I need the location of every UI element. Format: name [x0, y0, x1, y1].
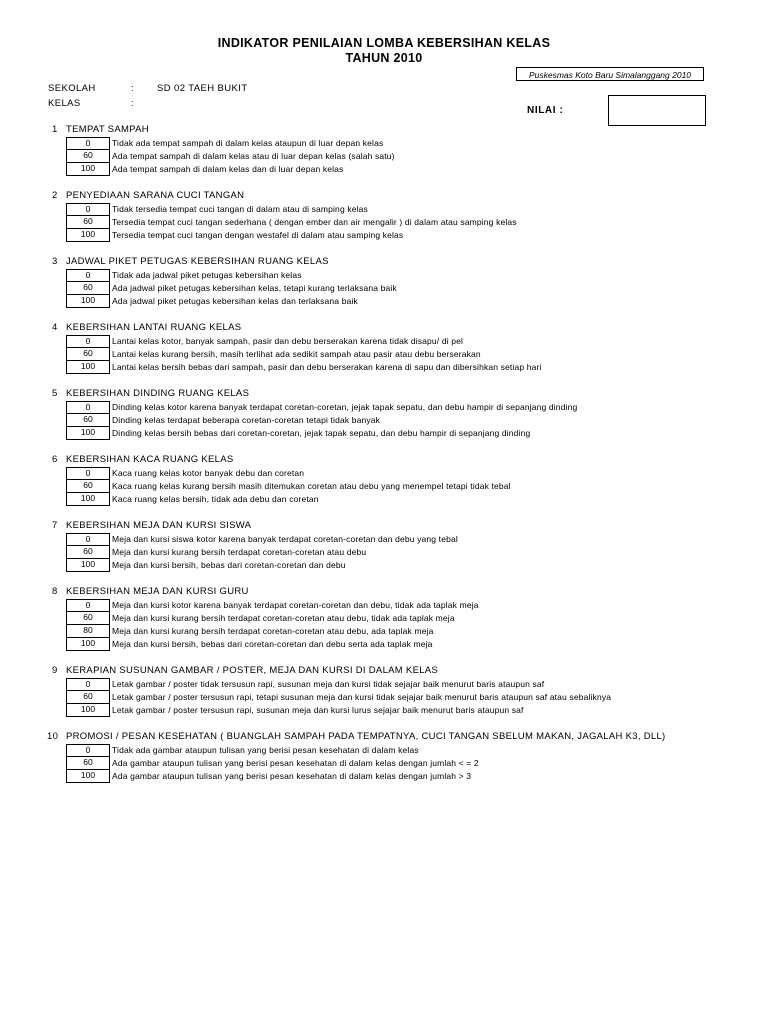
criteria-row: [66, 546, 746, 559]
section-heading: [47, 731, 666, 742]
score-cell: 0: [66, 269, 110, 282]
criteria-row: [66, 348, 746, 361]
criteria-row: [66, 427, 746, 440]
score-cell: 0: [66, 533, 110, 546]
criteria-row: [66, 137, 746, 150]
criteria-row: [66, 229, 746, 242]
score-cell: 0: [66, 467, 110, 480]
section-number: 10: [47, 731, 59, 742]
criteria-description: Meja dan kursi kurang bersih terdapat coretan-coretan atau debu: [112, 547, 367, 557]
section-heading: [52, 190, 244, 201]
score-cell: 60: [66, 348, 110, 361]
score-cell: 60: [66, 216, 110, 229]
criteria-description: Letak gambar / poster tidak tersusun rapi, susunan meja dan kursi tidak sejajar baik menurut baris ataupun saf: [112, 679, 545, 689]
score-cell: 100: [66, 163, 110, 176]
nilai-input-box[interactable]: [608, 95, 706, 126]
organizer-badge: Puskesmas Koto Baru Simalanggang 2010: [516, 67, 704, 81]
score-cell: 60: [66, 757, 110, 770]
score-cell: 100: [66, 295, 110, 308]
score-cell: 100: [66, 559, 110, 572]
section-heading: [52, 454, 234, 465]
section-number: 6: [52, 454, 58, 465]
document-title: INDIKATOR PENILAIAN LOMBA KEBERSIHAN KELAS: [217, 36, 551, 50]
criteria-row: [66, 757, 746, 770]
criteria-description: Ada gambar ataupun tulisan yang berisi pesan kesehatan di dalam kelas dengan jumlah > 3: [112, 771, 472, 781]
kelas-colon: :: [131, 98, 135, 109]
score-cell: 0: [66, 599, 110, 612]
score-cell: 60: [66, 546, 110, 559]
criteria-row: [66, 612, 746, 625]
section-number: 2: [52, 190, 58, 201]
score-cell: 60: [66, 612, 110, 625]
section-title: TEMPAT SAMPAH: [66, 124, 149, 135]
criteria-description: Dinding kelas bersih bebas dari coretan-coretan, jejak tapak sepatu, dan debu hampir di sepanjang dinding: [112, 428, 531, 438]
criteria-description: Lantai kelas kurang bersih, masih terlihat ada sedikit sampah atau pasir atau debu berserakan: [112, 349, 481, 359]
score-cell: 60: [66, 282, 110, 295]
section-title: KEBERSIHAN MEJA DAN KURSI SISWA: [66, 520, 252, 531]
criteria-description: Kaca ruang kelas kurang bersih masih ditemukan coretan atau debu yang menempel tetapi tidak tebal: [112, 481, 511, 491]
score-cell: 0: [66, 203, 110, 216]
section-heading: [52, 256, 329, 267]
criteria-description: Meja dan kursi bersih, bebas dari coretan-coretan dan debu serta ada taplak meja: [112, 639, 433, 649]
section-title: KEBERSIHAN KACA RUANG KELAS: [66, 454, 234, 465]
criteria-description: Tidak tersedia tempat cuci tangan di dalam atau di samping kelas: [112, 204, 368, 214]
criteria-row: [66, 678, 746, 691]
criteria-description: Dinding kelas terdapat beberapa coretan-coretan tetapi tidak banyak: [112, 415, 381, 425]
score-cell: 60: [66, 414, 110, 427]
criteria-row: [66, 414, 746, 427]
criteria-description: Meja dan kursi kurang bersih terdapat coretan-coretan atau debu, tidak ada taplak meja: [112, 613, 455, 623]
criteria-description: Kaca ruang kelas kotor banyak debu dan coretan: [112, 468, 305, 478]
score-cell: 100: [66, 493, 110, 506]
criteria-description: Lantai kelas kotor, banyak sampah, pasir dan debu berserakan karena tidak disapu/ di pel: [112, 336, 464, 346]
score-cell: 100: [66, 229, 110, 242]
section-heading: [52, 586, 249, 597]
criteria-row: [66, 203, 746, 216]
criteria-description: Kaca ruang kelas bersih, tidak ada debu dan coretan: [112, 494, 319, 504]
section-heading: [52, 322, 241, 333]
sekolah-value: SD 02 TAEH BUKIT: [157, 83, 248, 94]
criteria-description: Tersedia tempat cuci tangan sederhana ( dengan ember dan air mengalir ) di dalam atau samping kelas: [112, 217, 517, 227]
criteria-row: [66, 533, 746, 546]
criteria-row: [66, 282, 746, 295]
section-number: 3: [52, 256, 58, 267]
criteria-description: Letak gambar / poster tersusun rapi, tetapi susunan meja dan kursi tidak sejajar baik menurut baris ataupun saf atau sebaliknya: [112, 692, 612, 702]
criteria-description: Tidak ada gambar ataupun tulisan yang berisi pesan kesehatan di dalam kelas: [112, 745, 419, 755]
kelas-label: KELAS: [48, 98, 81, 109]
criteria-row: [66, 295, 746, 308]
score-cell: 100: [66, 770, 110, 783]
section-number: 7: [52, 520, 58, 531]
section-heading: [52, 520, 251, 531]
criteria-row: [66, 269, 746, 282]
criteria-description: Ada jadwal piket petugas kebersihan kelas, tetapi kurang terlaksana baik: [112, 283, 397, 293]
section-title: KEBERSIHAN MEJA DAN KURSI GURU: [66, 586, 249, 597]
criteria-row: [66, 691, 746, 704]
criteria-description: Lantai kelas bersih bebas dari sampah, pasir dan debu berserakan karena di sapu dan dibersihkan setiap hari: [112, 362, 542, 372]
sekolah-colon: :: [131, 83, 135, 94]
score-cell: 60: [66, 480, 110, 493]
section-title: KERAPIAN SUSUNAN GAMBAR / POSTER, MEJA DAN KURSI DI DALAM KELAS: [66, 665, 439, 676]
criteria-description: Tidak ada jadwal piket petugas kebersihan kelas: [112, 270, 302, 280]
section-title: PENYEDIAAN SARANA CUCI TANGAN: [66, 190, 245, 201]
section-number: 1: [52, 124, 58, 135]
criteria-description: Tidak ada tempat sampah di dalam kelas ataupun di luar depan kelas: [112, 138, 384, 148]
score-cell: 100: [66, 704, 110, 717]
criteria-row: [66, 163, 746, 176]
section-number: 5: [52, 388, 58, 399]
criteria-row: [66, 216, 746, 229]
score-cell: 0: [66, 678, 110, 691]
sekolah-label: SEKOLAH: [48, 83, 96, 94]
criteria-row: [66, 150, 746, 163]
criteria-row: [66, 599, 746, 612]
criteria-description: Letak gambar / poster tersusun rapi, susunan meja dan kursi lurus sejajar baik menurut baris ataupun saf: [112, 705, 524, 715]
criteria-description: Ada tempat sampah di dalam kelas dan di luar depan kelas: [112, 164, 344, 174]
nilai-label: NILAI :: [527, 105, 564, 116]
score-cell: 80: [66, 625, 110, 638]
criteria-description: Ada gambar ataupun tulisan yang berisi pesan kesehatan di dalam kelas dengan jumlah < = 2: [112, 758, 479, 768]
criteria-row: [66, 638, 746, 651]
criteria-description: Ada jadwal piket petugas kebersihan kelas dan terlaksana baik: [112, 296, 358, 306]
criteria-description: Dinding kelas kotor karena banyak terdapat coretan-coretan, jejak tapak sepatu, dan debu hampir di sepanjang dinding: [112, 402, 578, 412]
criteria-row: [66, 361, 746, 374]
criteria-row: [66, 704, 746, 717]
section-title: JADWAL PIKET PETUGAS KEBERSIHAN RUANG KELAS: [66, 256, 329, 267]
criteria-row: [66, 770, 746, 783]
score-cell: 100: [66, 638, 110, 651]
score-cell: 100: [66, 361, 110, 374]
criteria-row: [66, 467, 746, 480]
section-number: 4: [52, 322, 58, 333]
section-heading: [52, 388, 249, 399]
criteria-description: Tersedia tempat cuci tangan dengan westafel di dalam atau samping kelas: [112, 230, 404, 240]
criteria-description: Meja dan kursi kurang bersih terdapat coretan-coretan atau debu, ada taplak meja: [112, 626, 434, 636]
section-title: PROMOSI / PESAN KESEHATAN ( BUANGLAH SAMPAH PADA TEMPATNYA, CUCI TANGAN SBELUM MAKAN, JAGALAH K3, DLL): [66, 731, 666, 742]
section-heading: [52, 665, 438, 676]
criteria-row: [66, 625, 746, 638]
score-cell: 0: [66, 744, 110, 757]
criteria-row: [66, 401, 746, 414]
document-year: TAHUN 2010: [345, 51, 423, 65]
criteria-description: Meja dan kursi kotor karena banyak terdapat coretan-coretan dan debu, tidak ada taplak meja: [112, 600, 479, 610]
criteria-row: [66, 335, 746, 348]
section-title: KEBERSIHAN DINDING RUANG KELAS: [66, 388, 250, 399]
criteria-row: [66, 744, 746, 757]
score-cell: 60: [66, 150, 110, 163]
criteria-row: [66, 559, 746, 572]
section-title: KEBERSIHAN LANTAI RUANG KELAS: [66, 322, 242, 333]
section-heading: [52, 124, 149, 135]
section-number: 8: [52, 586, 58, 597]
criteria-description: Ada tempat sampah di dalam kelas atau di luar depan kelas (salah satu): [112, 151, 395, 161]
criteria-row: [66, 480, 746, 493]
score-cell: 60: [66, 691, 110, 704]
criteria-row: [66, 493, 746, 506]
criteria-description: Meja dan kursi bersih, bebas dari coretan-coretan dan debu: [112, 560, 346, 570]
section-number: 9: [52, 665, 58, 676]
score-cell: 0: [66, 335, 110, 348]
score-cell: 0: [66, 137, 110, 150]
score-cell: 0: [66, 401, 110, 414]
criteria-description: Meja dan kursi siswa kotor karena banyak terdapat coretan-coretan dan debu yang tebal: [112, 534, 458, 544]
score-cell: 100: [66, 427, 110, 440]
